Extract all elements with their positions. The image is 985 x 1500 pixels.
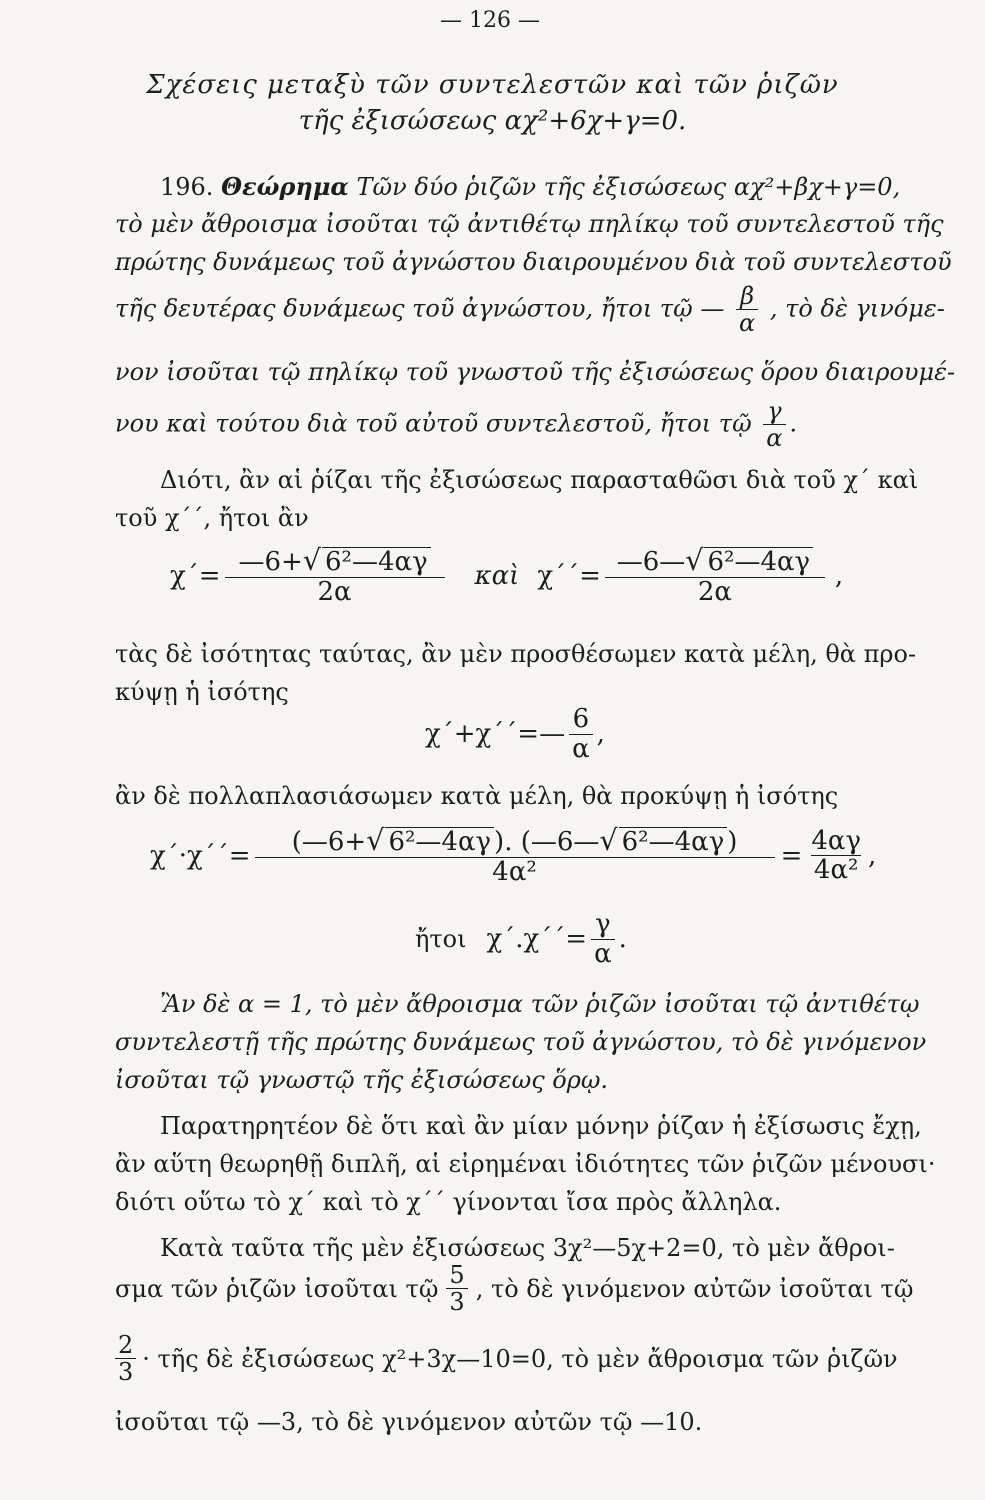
frac-num [235, 545, 433, 577]
theorem-line-3: πρώτης δυνάμεως τοῦ ἀγνώστου διαιρουμένου διὰ τοῦ συντελεστοῦ [115, 248, 952, 276]
fraction-gamma-alpha [763, 398, 785, 452]
frac-num: γ [767, 397, 782, 425]
example-fraction-5-3 [446, 1262, 467, 1316]
frac-num: 5 [449, 1261, 465, 1289]
sqrt-icon: √ [599, 823, 618, 857]
frac-den: 2α [605, 577, 825, 607]
frac-num: γ [595, 909, 611, 939]
eq4-tail: . [618, 924, 627, 955]
radicand-b: 6²—4αγ [619, 827, 728, 857]
corollary-line-3: ἰσοῦται τῷ γνωστῷ τῆς ἐξισώσεως ὅρῳ. [115, 1066, 609, 1094]
eq2-lhs: χ΄+χ΄΄=— [425, 719, 566, 750]
corollary-line-1: Ἂν δὲ α = 1, τὸ μὲν ἄθροισμα τῶν ῥιζῶν ἰσοῦται τῷ ἀντιθέτῳ [160, 990, 920, 1018]
equation-sum [425, 705, 605, 763]
frac-den: 3 [446, 1288, 467, 1315]
eq1-tail: , [834, 560, 844, 591]
eq4-fraction [591, 910, 615, 968]
proof-line-5: ἂν δὲ πολλαπλασιάσωμεν κατὰ μέλη, θὰ προκύψῃ ἡ ἰσότης [115, 782, 839, 810]
frac-num: 2 [118, 1331, 134, 1359]
theorem-line-2: τὸ μὲν ἄθροισμα ἰσοῦται τῷ ἀντιθέτῳ πηλίκῳ τοῦ συντελεστοῦ τῆς [115, 210, 944, 238]
frac-den: α [763, 424, 785, 451]
frac-den: α [591, 939, 615, 969]
eq1-and: καὶ [474, 560, 520, 591]
sqrt-icon: √ [685, 543, 704, 577]
eq3-lhs: χ΄·χ΄΄= [150, 840, 251, 871]
heading-line-1: Σχέσεις μεταξὺ τῶν συντελεστῶν καὶ τῶν ῥιζῶν [146, 70, 839, 100]
frac-den: 3 [115, 1358, 136, 1385]
theorem-line-4 [115, 283, 945, 337]
eq2-fraction [569, 705, 593, 763]
num-part-b: ). (—6— [494, 827, 600, 857]
frac-num: 4αγ [811, 825, 861, 856]
eq4-pre: ἤτοι [415, 925, 467, 954]
eq3-fraction [255, 825, 775, 886]
theorem-line-1 [160, 172, 900, 201]
example-line-3b: · τῆς δὲ ἐξισώσεως χ²+3χ—10=0, τὸ μὲν ἄθροισμα τῶν ῥιζῶν [142, 1344, 898, 1373]
eq2-tail: , [596, 719, 605, 750]
remark-line-1: Παρατηρητέον δὲ ὅτι καὶ ἂν μίαν μόνην ῥίζαν ἡ ἐξίσωσις ἔχῃ, [160, 1112, 922, 1140]
frac-den: α [569, 734, 593, 764]
example-line-2a: σμα τῶν ῥιζῶν ἰσοῦται τῷ [115, 1274, 439, 1303]
frac-num: 6 [572, 704, 590, 734]
eq4-lhs: χ΄.χ΄΄= [486, 924, 588, 955]
remark-line-3: διότι οὕτω τὸ χ΄ καὶ τὸ χ΄΄ γίνονται ἴσα πρὸς ἄλληλα. [115, 1188, 782, 1216]
frac-den: 2α [225, 577, 445, 607]
theorem-line-6b: . [789, 409, 798, 438]
eq1-fraction-1 [225, 545, 445, 606]
theorem-number: 196. [160, 173, 214, 201]
theorem-line-6 [115, 398, 797, 452]
eq1-lhs2: χ΄΄= [537, 560, 601, 591]
example-line-2 [115, 1262, 913, 1316]
remark-line-2: ἂν αὕτη θεωρηθῇ διπλῆ, αἱ εἰρημέναι ἰδιότητες τῶν ῥιζῶν μένουσι· [115, 1150, 936, 1178]
example-line-3 [115, 1332, 898, 1386]
proof-line-4: κύψῃ ἡ ἰσότης [115, 678, 289, 706]
num-prefix: —6— [616, 547, 686, 577]
eq3-fraction-2 [808, 827, 864, 885]
frac-num: β [740, 282, 755, 310]
radicand: 6²—4αγ [322, 547, 431, 577]
num-part-c: ) [727, 827, 738, 857]
radicand-a: 6²—4αγ [385, 827, 494, 857]
radicand: 6²—4αγ [704, 547, 813, 577]
eq1-lhs1: χ΄= [170, 560, 221, 591]
theorem-line-4b: , τὸ δὲ γινόμε- [769, 294, 945, 323]
num-part-a: (—6+ [291, 827, 367, 857]
theorem-label: Θεώρημα [221, 172, 349, 201]
sqrt-icon: √ [302, 543, 322, 577]
num-prefix: —6+ [238, 547, 303, 577]
sqrt-icon: √ [366, 823, 385, 857]
heading-line-2: τῆς ἐξισώσεως αχ²+6χ+γ=0. [298, 106, 687, 136]
example-line-2b: , τὸ δὲ γινόμενον αὐτῶν ἰσοῦται τῷ [475, 1274, 914, 1303]
theorem-line-6a: νου καὶ τούτου διὰ τοῦ αὐτοῦ συντελεστοῦ, ἤτοι τῷ [115, 409, 752, 438]
equation-roots [170, 545, 843, 606]
frac-den: 4α² [255, 857, 775, 887]
proof-line-3: τὰς δὲ ἰσότητας ταύτας, ἂν μὲν προσθέσωμεν κατὰ μέλη, θὰ προ- [115, 640, 917, 668]
example-line-1: Κατὰ ταῦτα τῆς μὲν ἐξισώσεως 3χ²—5χ+2=0, τὸ μὲν ἄθροι- [160, 1234, 895, 1262]
eq1-fraction-2 [605, 545, 825, 606]
example-line-4: ἰσοῦται τῷ —3, τὸ δὲ γινόμενον αὐτῶν τῷ —10. [115, 1408, 703, 1436]
frac-num [614, 545, 816, 577]
frac-num [289, 825, 741, 857]
frac-den: 4α² [811, 855, 862, 885]
theorem-line-4a: τῆς δευτέρας δυνάμεως τοῦ ἀγνώστου, ἤτοι τῷ — [115, 294, 725, 323]
page-number: — 126 — [440, 8, 540, 33]
proof-line-2: τοῦ χ΄΄, ἤτοι ἂν [115, 504, 309, 532]
corollary-line-2: συντελεστῇ τῆς πρώτης δυνάμεως τοῦ ἀγνώστου, τὸ δὲ γινόμενον [115, 1028, 927, 1056]
theorem-text: Τῶν δύο ῥιζῶν τῆς ἐξισώσεως αχ²+βχ+γ=0, [356, 173, 901, 201]
fraction-beta-alpha [736, 283, 758, 337]
proof-line-1: Διότι, ἂν αἱ ῥίζαι τῆς ἐξισώσεως παρασταθῶσι διὰ τοῦ χ΄ καὶ [160, 466, 919, 494]
section-heading [90, 70, 895, 136]
eq3-tail: , [868, 840, 877, 871]
equation-product [150, 825, 876, 886]
eq3-equals: = [780, 840, 803, 871]
frac-den: α [736, 309, 758, 336]
equation-product-result [415, 910, 627, 968]
theorem-line-5: νον ἰσοῦται τῷ πηλίκῳ τοῦ γνωστοῦ τῆς ἐξισώσεως ὅρου διαιρουμέ- [115, 358, 956, 386]
example-fraction-2-3 [115, 1332, 136, 1386]
